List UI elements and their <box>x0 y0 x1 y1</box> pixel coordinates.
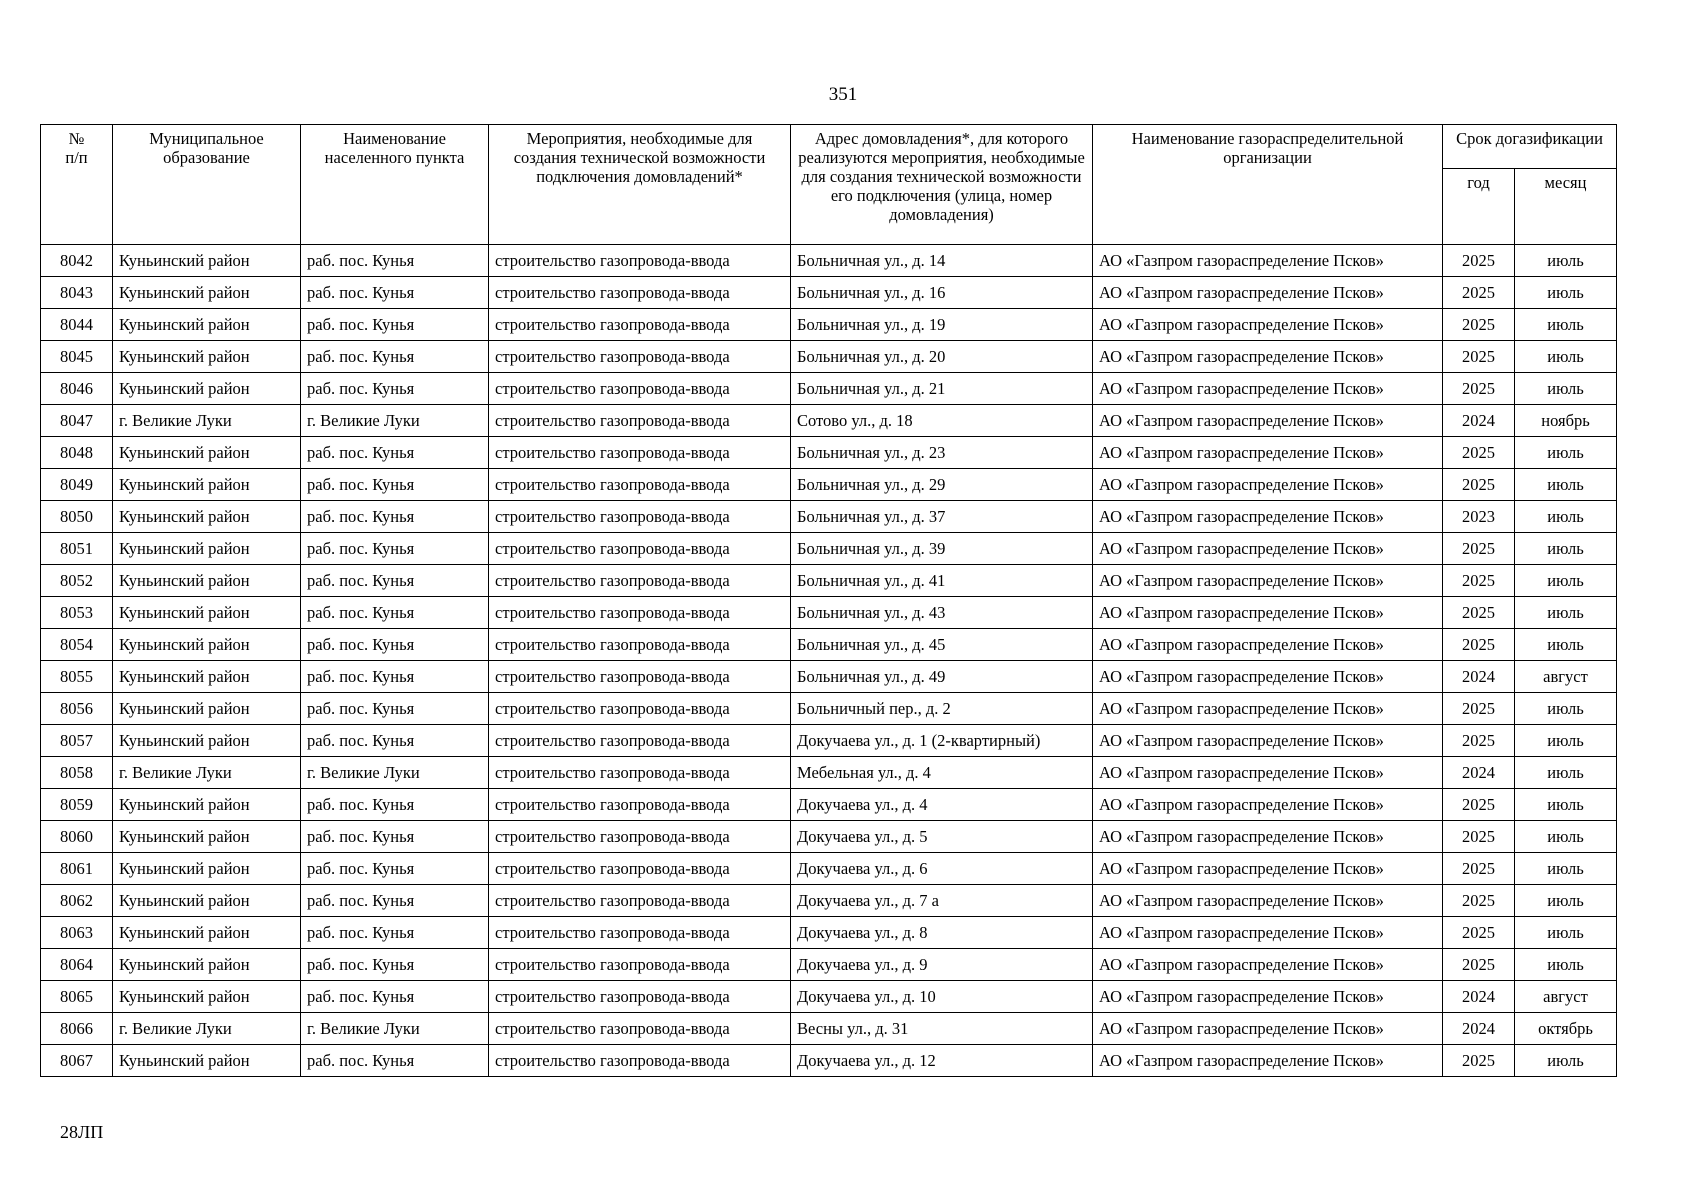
month-cell: июль <box>1515 1045 1617 1077</box>
year-cell: 2024 <box>1443 757 1515 789</box>
table-row <box>41 341 1617 373</box>
table-row <box>41 693 1617 725</box>
year-cell: 2024 <box>1443 981 1515 1013</box>
municipality-cell: Куньинский район <box>113 725 301 757</box>
address-cell: Докучаева ул., д. 8 <box>791 917 1093 949</box>
municipality-cell: Куньинский район <box>113 885 301 917</box>
organization-cell: АО «Газпром газораспределение Псков» <box>1093 757 1443 789</box>
table-row <box>41 853 1617 885</box>
row-number-cell: 8043 <box>41 277 113 309</box>
year-cell: 2025 <box>1443 277 1515 309</box>
settlement-cell: г. Великие Луки <box>301 757 489 789</box>
municipality-cell: г. Великие Луки <box>113 1013 301 1045</box>
municipality-cell: Куньинский район <box>113 341 301 373</box>
month-cell: август <box>1515 661 1617 693</box>
organization-cell: АО «Газпром газораспределение Псков» <box>1093 789 1443 821</box>
month-cell: август <box>1515 981 1617 1013</box>
year-cell: 2025 <box>1443 1045 1515 1077</box>
measure-cell: строительство газопровода-ввода <box>489 309 791 341</box>
row-number-cell: 8062 <box>41 885 113 917</box>
municipality-cell: г. Великие Луки <box>113 405 301 437</box>
month-cell: июль <box>1515 565 1617 597</box>
row-number-cell: 8064 <box>41 949 113 981</box>
settlement-cell: раб. пос. Кунья <box>301 501 489 533</box>
month-cell: июль <box>1515 277 1617 309</box>
municipality-cell: Куньинский район <box>113 693 301 725</box>
row-number-cell: 8056 <box>41 693 113 725</box>
measure-cell: строительство газопровода-ввода <box>489 501 791 533</box>
settlement-cell: раб. пос. Кунья <box>301 245 489 277</box>
row-number-cell: 8050 <box>41 501 113 533</box>
address-cell: Докучаева ул., д. 12 <box>791 1045 1093 1077</box>
year-cell: 2025 <box>1443 437 1515 469</box>
measure-cell: строительство газопровода-ввода <box>489 245 791 277</box>
measure-cell: строительство газопровода-ввода <box>489 853 791 885</box>
year-cell: 2025 <box>1443 565 1515 597</box>
year-cell: 2025 <box>1443 245 1515 277</box>
measure-cell: строительство газопровода-ввода <box>489 917 791 949</box>
measure-cell: строительство газопровода-ввода <box>489 469 791 501</box>
organization-cell: АО «Газпром газораспределение Псков» <box>1093 341 1443 373</box>
organization-cell: АО «Газпром газораспределение Псков» <box>1093 533 1443 565</box>
measure-cell: строительство газопровода-ввода <box>489 437 791 469</box>
table-row <box>41 469 1617 501</box>
organization-cell: АО «Газпром газораспределение Псков» <box>1093 501 1443 533</box>
row-number-cell: 8054 <box>41 629 113 661</box>
row-number-cell: 8059 <box>41 789 113 821</box>
month-cell: июль <box>1515 949 1617 981</box>
month-cell: июль <box>1515 245 1617 277</box>
address-cell: Докучаева ул., д. 4 <box>791 789 1093 821</box>
settlement-cell: раб. пос. Кунья <box>301 949 489 981</box>
month-cell: июль <box>1515 373 1617 405</box>
address-cell: Больничная ул., д. 19 <box>791 309 1093 341</box>
table-row <box>41 373 1617 405</box>
measure-cell: строительство газопровода-ввода <box>489 693 791 725</box>
settlement-cell: раб. пос. Кунья <box>301 853 489 885</box>
organization-cell: АО «Газпром газораспределение Псков» <box>1093 917 1443 949</box>
municipality-cell: Куньинский район <box>113 565 301 597</box>
organization-cell: АО «Газпром газораспределение Псков» <box>1093 245 1443 277</box>
settlement-cell: раб. пос. Кунья <box>301 469 489 501</box>
row-number-cell: 8048 <box>41 437 113 469</box>
organization-cell: АО «Газпром газораспределение Псков» <box>1093 597 1443 629</box>
month-cell: июль <box>1515 693 1617 725</box>
year-cell: 2025 <box>1443 853 1515 885</box>
month-cell: июль <box>1515 309 1617 341</box>
month-cell: июль <box>1515 821 1617 853</box>
table-row <box>41 437 1617 469</box>
address-cell: Докучаева ул., д. 10 <box>791 981 1093 1013</box>
settlement-cell: раб. пос. Кунья <box>301 1045 489 1077</box>
organization-cell: АО «Газпром газораспределение Псков» <box>1093 405 1443 437</box>
row-number-cell: 8042 <box>41 245 113 277</box>
table-row <box>41 565 1617 597</box>
header-measures: Мероприятия, необходимые для создания технической возможности подключения домовладений* <box>489 125 791 245</box>
table-row <box>41 405 1617 437</box>
header-month: месяц <box>1515 169 1617 245</box>
settlement-cell: раб. пос. Кунья <box>301 885 489 917</box>
address-cell: Больничная ул., д. 23 <box>791 437 1093 469</box>
measure-cell: строительство газопровода-ввода <box>489 789 791 821</box>
organization-cell: АО «Газпром газораспределение Псков» <box>1093 661 1443 693</box>
gasification-table <box>40 124 1617 1077</box>
table-row <box>41 245 1617 277</box>
month-cell: июль <box>1515 789 1617 821</box>
organization-cell: АО «Газпром газораспределение Псков» <box>1093 565 1443 597</box>
organization-cell: АО «Газпром газораспределение Псков» <box>1093 373 1443 405</box>
table-row <box>41 789 1617 821</box>
address-cell: Больничная ул., д. 29 <box>791 469 1093 501</box>
municipality-cell: Куньинский район <box>113 277 301 309</box>
row-number-cell: 8052 <box>41 565 113 597</box>
settlement-cell: раб. пос. Кунья <box>301 693 489 725</box>
settlement-cell: раб. пос. Кунья <box>301 725 489 757</box>
table-row <box>41 821 1617 853</box>
measure-cell: строительство газопровода-ввода <box>489 661 791 693</box>
year-cell: 2024 <box>1443 1013 1515 1045</box>
month-cell: июль <box>1515 757 1617 789</box>
table-header <box>41 125 1617 245</box>
address-cell: Докучаева ул., д. 5 <box>791 821 1093 853</box>
row-number-cell: 8047 <box>41 405 113 437</box>
header-deadline: Срок догазификации <box>1443 125 1617 169</box>
measure-cell: строительство газопровода-ввода <box>489 629 791 661</box>
municipality-cell: г. Великие Луки <box>113 757 301 789</box>
municipality-cell: Куньинский район <box>113 437 301 469</box>
municipality-cell: Куньинский район <box>113 917 301 949</box>
measure-cell: строительство газопровода-ввода <box>489 821 791 853</box>
month-cell: июль <box>1515 597 1617 629</box>
year-cell: 2025 <box>1443 341 1515 373</box>
table-row <box>41 501 1617 533</box>
table-row <box>41 533 1617 565</box>
organization-cell: АО «Газпром газораспределение Псков» <box>1093 629 1443 661</box>
address-cell: Больничная ул., д. 37 <box>791 501 1093 533</box>
organization-cell: АО «Газпром газораспределение Псков» <box>1093 693 1443 725</box>
address-cell: Больничная ул., д. 41 <box>791 565 1093 597</box>
measure-cell: строительство газопровода-ввода <box>489 757 791 789</box>
address-cell: Мебельная ул., д. 4 <box>791 757 1093 789</box>
month-cell: июль <box>1515 629 1617 661</box>
table-row <box>41 949 1617 981</box>
address-cell: Докучаева ул., д. 1 (2-квартирный) <box>791 725 1093 757</box>
year-cell: 2025 <box>1443 469 1515 501</box>
month-cell: июль <box>1515 917 1617 949</box>
organization-cell: АО «Газпром газораспределение Псков» <box>1093 277 1443 309</box>
month-cell: октябрь <box>1515 1013 1617 1045</box>
row-number-cell: 8060 <box>41 821 113 853</box>
row-number-cell: 8051 <box>41 533 113 565</box>
address-cell: Больничная ул., д. 39 <box>791 533 1093 565</box>
table-row <box>41 1013 1617 1045</box>
address-cell: Больничная ул., д. 16 <box>791 277 1093 309</box>
month-cell: июль <box>1515 437 1617 469</box>
row-number-cell: 8058 <box>41 757 113 789</box>
municipality-cell: Куньинский район <box>113 309 301 341</box>
settlement-cell: раб. пос. Кунья <box>301 341 489 373</box>
settlement-cell: раб. пос. Кунья <box>301 533 489 565</box>
organization-cell: АО «Газпром газораспределение Псков» <box>1093 853 1443 885</box>
year-cell: 2025 <box>1443 533 1515 565</box>
row-number-cell: 8055 <box>41 661 113 693</box>
header-year: год <box>1443 169 1515 245</box>
table-body <box>41 245 1617 1077</box>
measure-cell: строительство газопровода-ввода <box>489 1013 791 1045</box>
year-cell: 2025 <box>1443 917 1515 949</box>
organization-cell: АО «Газпром газораспределение Псков» <box>1093 981 1443 1013</box>
settlement-cell: раб. пос. Кунья <box>301 277 489 309</box>
measure-cell: строительство газопровода-ввода <box>489 885 791 917</box>
municipality-cell: Куньинский район <box>113 501 301 533</box>
year-cell: 2025 <box>1443 885 1515 917</box>
settlement-cell: раб. пос. Кунья <box>301 661 489 693</box>
settlement-cell: раб. пос. Кунья <box>301 629 489 661</box>
month-cell: июль <box>1515 501 1617 533</box>
row-number-cell: 8046 <box>41 373 113 405</box>
table-row <box>41 917 1617 949</box>
table-row <box>41 757 1617 789</box>
year-cell: 2025 <box>1443 309 1515 341</box>
municipality-cell: Куньинский район <box>113 821 301 853</box>
table-row <box>41 725 1617 757</box>
address-cell: Докучаева ул., д. 7 а <box>791 885 1093 917</box>
table-row <box>41 309 1617 341</box>
organization-cell: АО «Газпром газораспределение Псков» <box>1093 725 1443 757</box>
municipality-cell: Куньинский район <box>113 629 301 661</box>
month-cell: июль <box>1515 341 1617 373</box>
municipality-cell: Куньинский район <box>113 597 301 629</box>
row-number-cell: 8053 <box>41 597 113 629</box>
organization-cell: АО «Газпром газораспределение Псков» <box>1093 821 1443 853</box>
row-number-cell: 8063 <box>41 917 113 949</box>
row-number-cell: 8066 <box>41 1013 113 1045</box>
address-cell: Докучаева ул., д. 6 <box>791 853 1093 885</box>
year-cell: 2025 <box>1443 597 1515 629</box>
municipality-cell: Куньинский район <box>113 661 301 693</box>
measure-cell: строительство газопровода-ввода <box>489 725 791 757</box>
address-cell: Больничная ул., д. 14 <box>791 245 1093 277</box>
year-cell: 2025 <box>1443 373 1515 405</box>
measure-cell: строительство газопровода-ввода <box>489 949 791 981</box>
header-municipality: Муниципальное образование <box>113 125 301 245</box>
municipality-cell: Куньинский район <box>113 245 301 277</box>
organization-cell: АО «Газпром газораспределение Псков» <box>1093 437 1443 469</box>
row-number-cell: 8045 <box>41 341 113 373</box>
year-cell: 2025 <box>1443 693 1515 725</box>
month-cell: июль <box>1515 725 1617 757</box>
municipality-cell: Куньинский район <box>113 373 301 405</box>
row-number-cell: 8065 <box>41 981 113 1013</box>
settlement-cell: раб. пос. Кунья <box>301 565 489 597</box>
year-cell: 2023 <box>1443 501 1515 533</box>
month-cell: ноябрь <box>1515 405 1617 437</box>
settlement-cell: раб. пос. Кунья <box>301 597 489 629</box>
table-row <box>41 277 1617 309</box>
month-cell: июль <box>1515 533 1617 565</box>
organization-cell: АО «Газпром газораспределение Псков» <box>1093 1013 1443 1045</box>
organization-cell: АО «Газпром газораспределение Псков» <box>1093 885 1443 917</box>
measure-cell: строительство газопровода-ввода <box>489 981 791 1013</box>
month-cell: июль <box>1515 853 1617 885</box>
year-cell: 2025 <box>1443 725 1515 757</box>
table-row <box>41 981 1617 1013</box>
row-number-cell: 8061 <box>41 853 113 885</box>
municipality-cell: Куньинский район <box>113 469 301 501</box>
year-cell: 2025 <box>1443 629 1515 661</box>
address-cell: Докучаева ул., д. 9 <box>791 949 1093 981</box>
address-cell: Больничная ул., д. 43 <box>791 597 1093 629</box>
settlement-cell: раб. пос. Кунья <box>301 309 489 341</box>
address-cell: Больничная ул., д. 49 <box>791 661 1093 693</box>
address-cell: Весны ул., д. 31 <box>791 1013 1093 1045</box>
municipality-cell: Куньинский район <box>113 981 301 1013</box>
address-cell: Больничный пер., д. 2 <box>791 693 1093 725</box>
month-cell: июль <box>1515 469 1617 501</box>
measure-cell: строительство газопровода-ввода <box>489 597 791 629</box>
settlement-cell: раб. пос. Кунья <box>301 373 489 405</box>
settlement-cell: раб. пос. Кунья <box>301 821 489 853</box>
table-row <box>41 629 1617 661</box>
settlement-cell: раб. пос. Кунья <box>301 917 489 949</box>
header-settlement: Наименование населенного пункта <box>301 125 489 245</box>
address-cell: Больничная ул., д. 45 <box>791 629 1093 661</box>
row-number-cell: 8044 <box>41 309 113 341</box>
table-row <box>41 885 1617 917</box>
municipality-cell: Куньинский район <box>113 853 301 885</box>
header-organization: Наименование газораспределительной организации <box>1093 125 1443 245</box>
settlement-cell: раб. пос. Кунья <box>301 789 489 821</box>
row-number-cell: 8067 <box>41 1045 113 1077</box>
address-cell: Сотово ул., д. 18 <box>791 405 1093 437</box>
header-address: Адрес домовладения*, для которого реализуются мероприятия, необходимые для создания технической возможности его подключения (улица, номер домовладения) <box>791 125 1093 245</box>
settlement-cell: г. Великие Луки <box>301 405 489 437</box>
organization-cell: АО «Газпром газораспределение Псков» <box>1093 949 1443 981</box>
table-row <box>41 597 1617 629</box>
measure-cell: строительство газопровода-ввода <box>489 565 791 597</box>
municipality-cell: Куньинский район <box>113 533 301 565</box>
page-number: 351 <box>828 84 858 105</box>
municipality-cell: Куньинский район <box>113 949 301 981</box>
month-cell: июль <box>1515 885 1617 917</box>
measure-cell: строительство газопровода-ввода <box>489 405 791 437</box>
year-cell: 2024 <box>1443 661 1515 693</box>
settlement-cell: г. Великие Луки <box>301 1013 489 1045</box>
settlement-cell: раб. пос. Кунья <box>301 437 489 469</box>
settlement-cell: раб. пос. Кунья <box>301 981 489 1013</box>
table-row <box>41 661 1617 693</box>
address-cell: Больничная ул., д. 21 <box>791 373 1093 405</box>
organization-cell: АО «Газпром газораспределение Псков» <box>1093 1045 1443 1077</box>
measure-cell: строительство газопровода-ввода <box>489 533 791 565</box>
year-cell: 2025 <box>1443 821 1515 853</box>
measure-cell: строительство газопровода-ввода <box>489 341 791 373</box>
municipality-cell: Куньинский район <box>113 1045 301 1077</box>
footer-code: 28ЛП <box>60 1122 104 1142</box>
row-number-cell: 8057 <box>41 725 113 757</box>
organization-cell: АО «Газпром газораспределение Псков» <box>1093 469 1443 501</box>
organization-cell: АО «Газпром газораспределение Псков» <box>1093 309 1443 341</box>
year-cell: 2024 <box>1443 405 1515 437</box>
row-number-cell: 8049 <box>41 469 113 501</box>
measure-cell: строительство газопровода-ввода <box>489 373 791 405</box>
year-cell: 2025 <box>1443 789 1515 821</box>
measure-cell: строительство газопровода-ввода <box>489 277 791 309</box>
table-row <box>41 1045 1617 1077</box>
municipality-cell: Куньинский район <box>113 789 301 821</box>
header-num: № п/п <box>41 125 113 245</box>
measure-cell: строительство газопровода-ввода <box>489 1045 791 1077</box>
address-cell: Больничная ул., д. 20 <box>791 341 1093 373</box>
year-cell: 2025 <box>1443 949 1515 981</box>
